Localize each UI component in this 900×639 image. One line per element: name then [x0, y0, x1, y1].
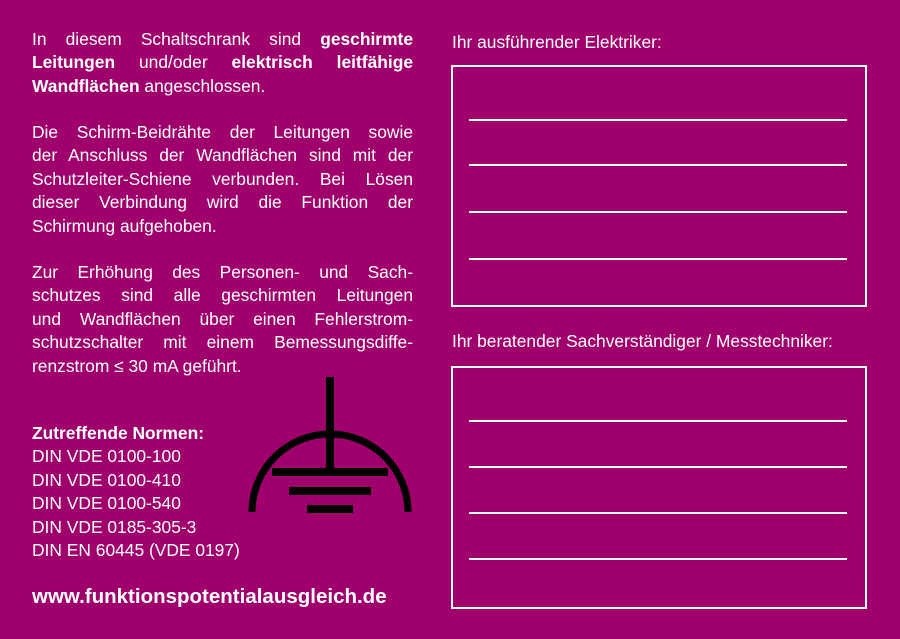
norm-item: DIN EN 60445 (VDE 0197) [32, 540, 240, 561]
write-line [469, 558, 847, 560]
write-line [469, 258, 847, 260]
norms-heading: Zutreffende Normen: [32, 423, 204, 443]
text: angeschlossen. [139, 75, 266, 96]
bold-text: geschirmte [320, 29, 413, 49]
bold-text: Wandflächen [32, 75, 140, 96]
write-line [469, 211, 847, 213]
norm-item: DIN VDE 0100-410 [32, 469, 181, 490]
text-line: Schutzleiter-Schiene verbunden. Bei Lösen [32, 168, 413, 189]
bold-text: elektrisch leitfähige [231, 52, 413, 73]
text-line: Die Schirm-Beidrähte der Leitungen sowie [32, 122, 413, 142]
norm-item: DIN VDE 0100-540 [32, 493, 181, 514]
norm-item: DIN VDE 0185-305-3 [32, 516, 197, 537]
write-line [469, 119, 847, 121]
write-line [469, 164, 847, 166]
norm-item: DIN VDE 0100-100 [32, 446, 181, 467]
write-line [469, 420, 847, 422]
text-line: Schirmung aufgehoben. [32, 215, 217, 236]
text-line: dieser Verbindung wird die Funktion der [32, 192, 413, 213]
text-line: renzstrom ≤ 30 mA geführt. [32, 355, 242, 376]
text-line: Zur Erhöhung des Personen- und Sach- [32, 262, 413, 282]
text-line: schutzes sind alle geschirmten Leitungen [32, 285, 413, 306]
electrician-field[interactable] [451, 65, 867, 307]
bold-text: Leitungen [32, 52, 116, 73]
text: und/oder [115, 52, 232, 73]
text-line: der Anschluss der Wandflächen sind mit der [32, 145, 413, 166]
write-line [469, 466, 847, 468]
text-line: schutzschalter mit einem Bemessungsdiffe- [32, 332, 413, 353]
website-link[interactable]: www.funktionspotentialausgleich.de [32, 585, 387, 608]
text: In diesem Schaltschrank sind [32, 29, 321, 49]
expert-field[interactable] [451, 366, 867, 609]
expert-label: Ihr beratender Sachverständiger / Messtechniker: [452, 331, 833, 351]
text-line: und Wandflächen über einen Fehlerstrom- [32, 308, 413, 329]
write-line [469, 512, 847, 514]
electrician-label: Ihr ausführender Elektriker: [452, 32, 662, 52]
